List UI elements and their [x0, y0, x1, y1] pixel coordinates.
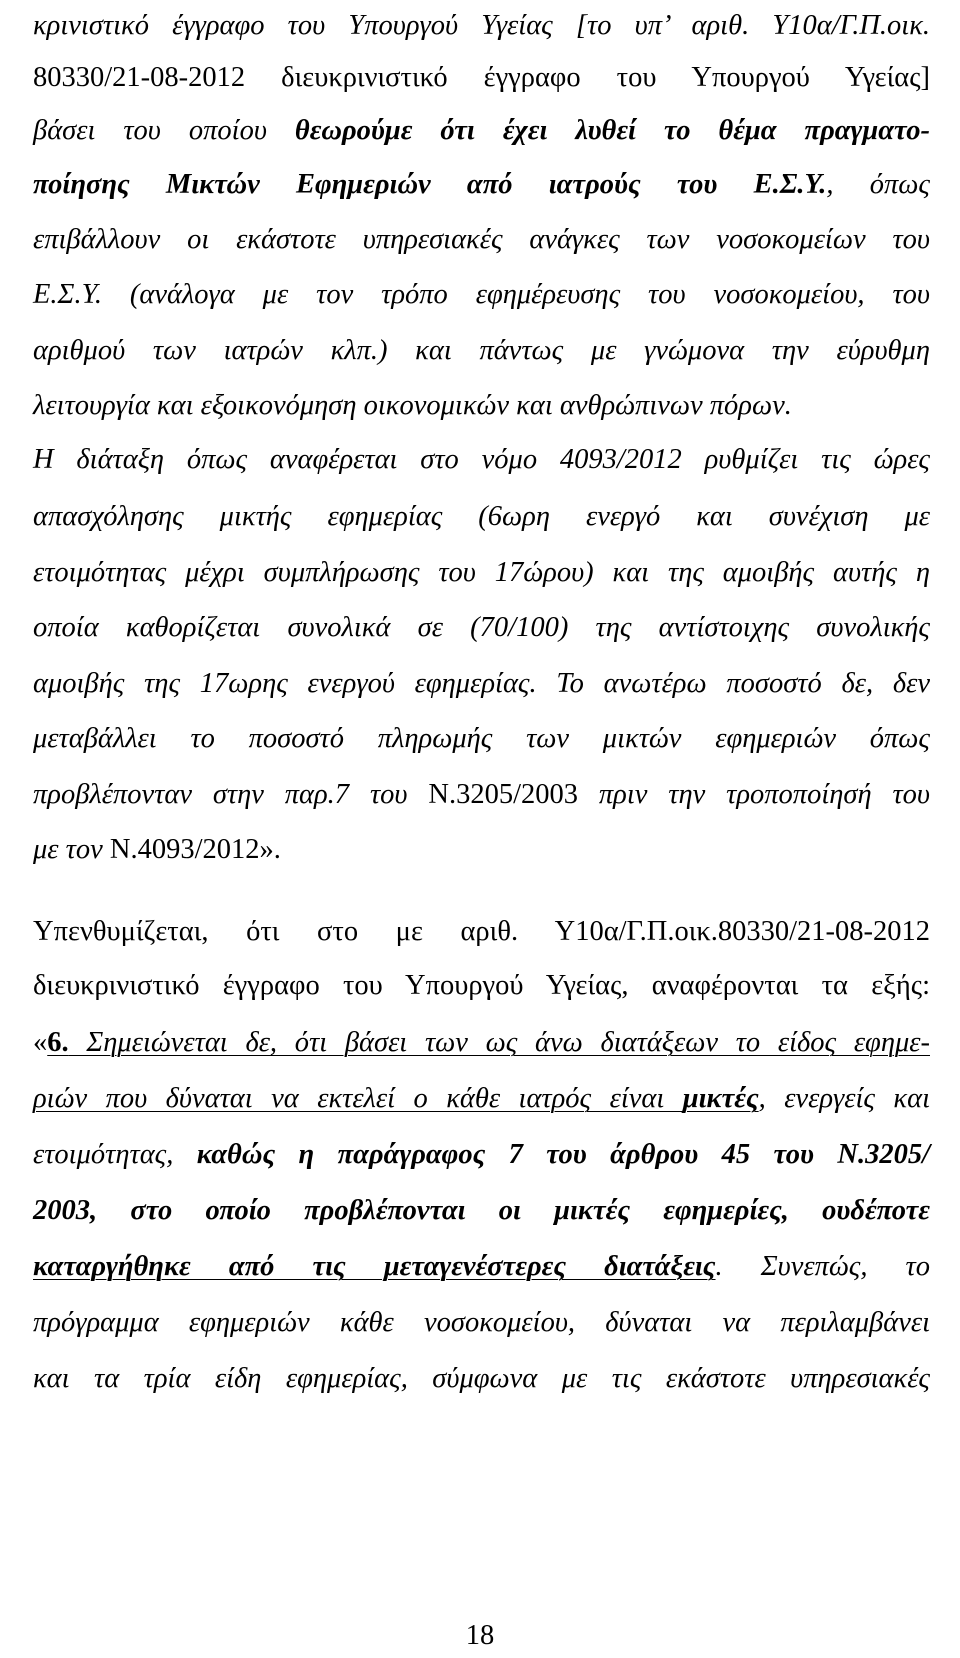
text-run: οποία καθορίζεται συνολικά σε (70/100) της αντίστοιχης συνολικής: [33, 612, 930, 643]
text-line: [33, 388, 930, 424]
bold-text-run: καθώς η παράγραφος 7 του άρθρου 45 του Ν.3205/: [196, 1139, 930, 1170]
bold-text-run: ποίησης Μικτών Εφημεριών από ιατρούς του Ε.Σ.Υ.: [33, 169, 827, 200]
text-line: [33, 610, 930, 646]
text-run: και τα τρία είδη εφημερίας, σύμφωνα με τις εκάστοτε υπηρεσιακές: [33, 1363, 930, 1394]
text-line: [33, 1193, 930, 1229]
underlined-text-run: Σημειώνεται δε, ότι βάσει των ως άνω διατάξεων το είδος εφημε-: [68, 1027, 930, 1058]
text-line: [33, 968, 930, 1004]
text-run: πριν την τροποποίησή του: [577, 779, 930, 810]
text-run: . Συνεπώς, το: [715, 1251, 931, 1282]
text-line: [33, 167, 930, 203]
quote-mark: «: [33, 1027, 48, 1058]
bold-underlined-text-run: καταργήθηκε από τις μεταγενέστερες διατάξεις: [33, 1251, 716, 1282]
text-line: [33, 442, 930, 478]
bold-text-run: θεωρούμε ότι έχει λυθεί το θέμα πραγματο-: [294, 115, 930, 146]
text-line: [33, 499, 930, 535]
text-line: [33, 666, 930, 702]
text-run: 80330/21-08-2012 διευκρινιστικό έγγραφο του Υπουργού Υγείας]: [33, 62, 930, 93]
text-run: , όπως: [826, 169, 930, 200]
text-line: [33, 60, 930, 96]
text-line: [33, 1081, 930, 1117]
text-line: [33, 113, 930, 149]
text-run: ετοιμότητας μέχρι συμπλήρωσης του 17ώρου) και της αμοιβής αυτής η: [33, 557, 930, 588]
text-line: [33, 333, 930, 369]
text-run: προβλέπονταν στην παρ.7 του: [33, 779, 429, 810]
bold-text-run: 2003, στο οποίο προβλέπονται οι μικτές εφημερίες, ουδέποτε: [33, 1195, 930, 1226]
text-run: αμοιβής της 17ωρης ενεργού εφημερίας. Το ανωτέρω ποσοστό δε, δεν: [33, 668, 930, 699]
text-line: [33, 277, 930, 313]
text-run: μεταβάλλει το ποσοστό πληρωμής των μικτών εφημεριών όπως: [33, 723, 930, 754]
underlined-text-run: ριών που δύναται να εκτελεί ο κάθε ιατρός είναι: [33, 1083, 683, 1114]
text-line: [33, 1305, 930, 1341]
text-run: βάσει του οποίου: [33, 115, 295, 146]
bold-underlined-text-run: 6.: [47, 1027, 69, 1058]
text-run: Ε.Σ.Υ. (ανάλογα με τον τρόπο εφημέρευσης του νοσοκομείου, του: [33, 279, 930, 310]
text-run: με τον: [33, 834, 110, 865]
text-line: [33, 1137, 930, 1173]
text-line: [33, 777, 930, 813]
text-line: [33, 1361, 930, 1397]
law-reference: Ν.4093/2012».: [109, 834, 281, 865]
text-line: [33, 1025, 930, 1061]
text-run: Η διάταξη όπως αναφέρεται στο νόμο 4093/2012 ρυθμίζει τις ώρες: [33, 444, 930, 475]
text-line: [33, 1249, 930, 1285]
text-run: Υπενθυμίζεται, ότι στο με αριθ. Υ10α/Γ.Π.οικ.80330/21-08-2012: [33, 916, 930, 947]
text-run: , ενεργείς και: [758, 1083, 930, 1114]
text-line: [33, 555, 930, 591]
law-reference: Ν.3205/2003: [428, 779, 578, 810]
text-line: [33, 8, 930, 44]
text-run: απασχόλησης μικτής εφημερίας (6ωρη ενεργό και συνέχιση με: [33, 501, 930, 532]
page-number: 18: [465, 1620, 495, 1651]
text-run: επιβάλλουν οι εκάστοτε υπηρεσιακές ανάγκες των νοσοκομείων του: [33, 224, 930, 255]
text-run: ετοιμότητας,: [33, 1139, 197, 1170]
text-run: διευκρινιστικό έγγραφο του Υπουργού Υγείας, αναφέρονται τα εξής:: [33, 970, 930, 1001]
text-run: λειτουργία και εξοικονόμηση οικονομικών και ανθρώπινων πόρων.: [33, 390, 792, 421]
bold-underlined-text-run: μικτές: [682, 1083, 759, 1114]
text-run: αριθμού των ιατρών κλπ.) και πάντως με γνώμονα την εύρυθμη: [33, 335, 930, 366]
text-run: κρινιστικό έγγραφο του Υπουργού Υγείας [το υπ’ αριθ. Υ10α/Γ.Π.οικ.: [33, 10, 930, 41]
text-line: [33, 721, 930, 757]
text-run: πρόγραμμα εφημεριών κάθε νοσοκομείου, δύναται να περιλαμβάνει: [33, 1307, 930, 1338]
text-line: [33, 222, 930, 258]
text-line: [33, 914, 930, 950]
text-line: [33, 832, 930, 868]
